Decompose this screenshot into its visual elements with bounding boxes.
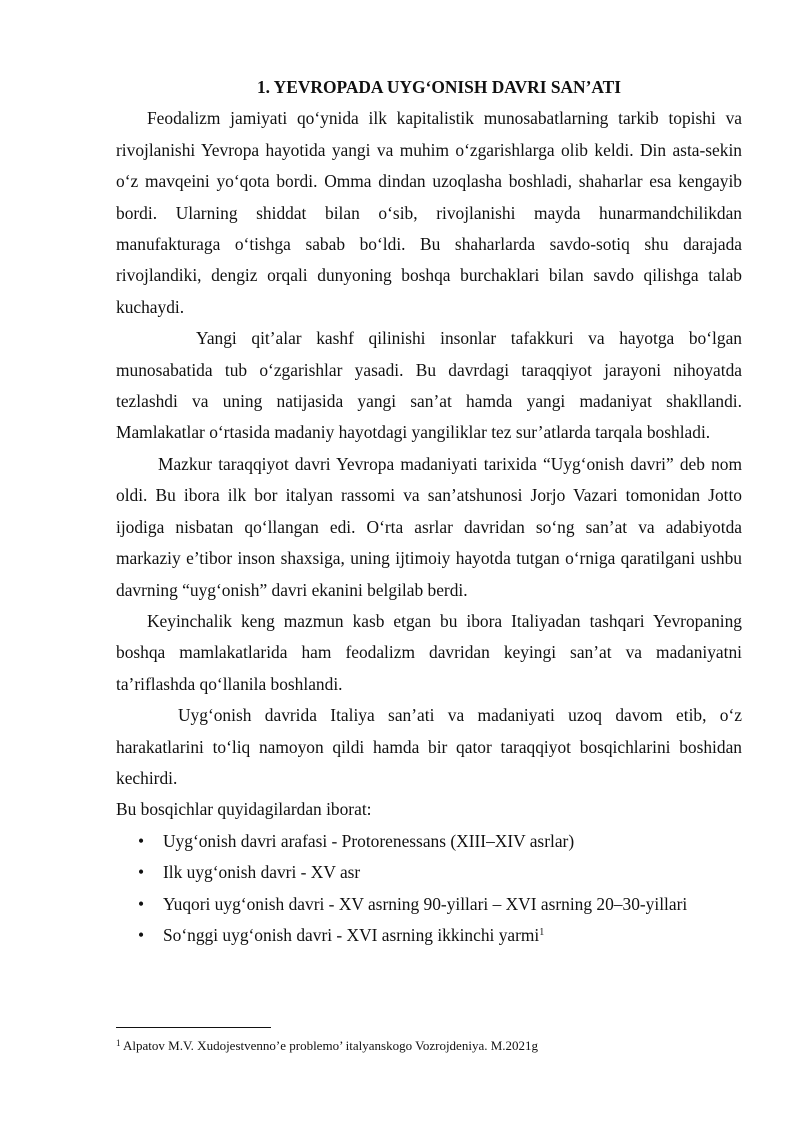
list-item-text: Yuqori uyg‘onish davri - XV asrning 90-yillari – XVI asrning 20–30-yillari <box>163 893 688 914</box>
list-item-text: So‘nggi uyg‘onish davri - XVI asrning ikkinchi yarmi <box>163 924 540 945</box>
list-item-text: Uyg‘onish davri arafasi - Protorenessans (XIII–XIV asrlar) <box>163 830 575 851</box>
paragraph-1: Feodalizm jamiyati qo‘ynida ilk kapitalistik munosabatlarning tarkib topishi va rivojlanishi Yevropa hayotida yangi va muhim o‘zgarishlarga olib keldi. Din asta-sekin o‘z mavqeini yo‘qota bordi. Omma dindan uzoqlasha boshladi, shaharlar esa kengayib bordi. Ularning shiddat bilan o‘sib, rivojlanishi mayda hunarmandchilikdan manufakturaga o‘tishga sabab bo‘ldi. Bu shaharlarda savdo-sotiq shu darajada rivojlandiki, dengiz orqali dunyoning boshqa burchaklari bilan savdo qilishga talab kuchaydi. <box>116 108 742 317</box>
footnote-marker: 1 <box>116 1038 121 1048</box>
document-title: 1. YEVROPADA UYG‘ONISH DAVRI SAN’ATI <box>256 77 622 97</box>
list-item <box>138 920 742 951</box>
document-page <box>116 72 742 951</box>
list-item <box>138 826 742 857</box>
list-item <box>138 857 742 888</box>
footnote-separator <box>116 1027 271 1028</box>
paragraph-5: Uyg‘onish davrida Italiya san’ati va madaniyati uzoq davom etib, o‘z harakatlarini to‘liq namoyon qildi hamda bir qator taraqqiyot bosqichlarini boshidan kechirdi. <box>116 705 742 788</box>
footnote-reference[interactable]: 1 <box>539 926 545 938</box>
paragraph-2: Yangi qit’alar kashf qilinishi insonlar tafakkuri va hayotga bo‘lgan munosabatida tub o‘zgarishlar yasadi. Bu davrdagi taraqqiyot jarayoni nihoyatda tezlashdi va uning natijasida yangi san’at hamda yangi madaniyat shakllandi. Mamlakatlar o‘rtasida madaniy hayotdagi yangiliklar tez sur’atlarda tarqala boshladi. <box>116 328 742 443</box>
paragraph-4: Keyinchalik keng mazmun kasb etgan bu ibora Italiyadan tashqari Yevropaning boshqa mamlakatlarida ham feodalizm davridan keyingi san’at va madaniyatni ta’riflashda qo‘llanila boshlandi. <box>116 610 742 694</box>
paragraph-3: Mazkur taraqqiyot davri Yevropa madaniyati tarixida “Uyg‘onish davri” deb nom oldi. Bu ibora ilk bor italyan rassomi va san’atshunosi Jorjo Vazari tomonidan Jotto ijodiga nisbatan qo‘llangan edi. O‘rta asrlar davridan so‘ng san’at va adabiyotda markaziy e’tibor inson shaxsiga, uning ijtimoiy hayotda tutgan o‘rniga qaratilgani ushbu davrning “uyg‘onish” davri ekanini belgilab berdi. <box>116 453 742 600</box>
footnote <box>116 1037 756 1055</box>
footnote-text: Alpatov M.V. Xudojestvenno’e problemo’ italyanskogo Vozrojdeniya. M.2021g <box>120 1038 539 1053</box>
list-item-text: Ilk uyg‘onish davri - XV asr <box>163 862 361 883</box>
stages-list <box>116 826 742 952</box>
list-intro: Bu bosqichlar quyidagilardan iborat: <box>116 799 372 820</box>
list-item <box>138 889 742 920</box>
